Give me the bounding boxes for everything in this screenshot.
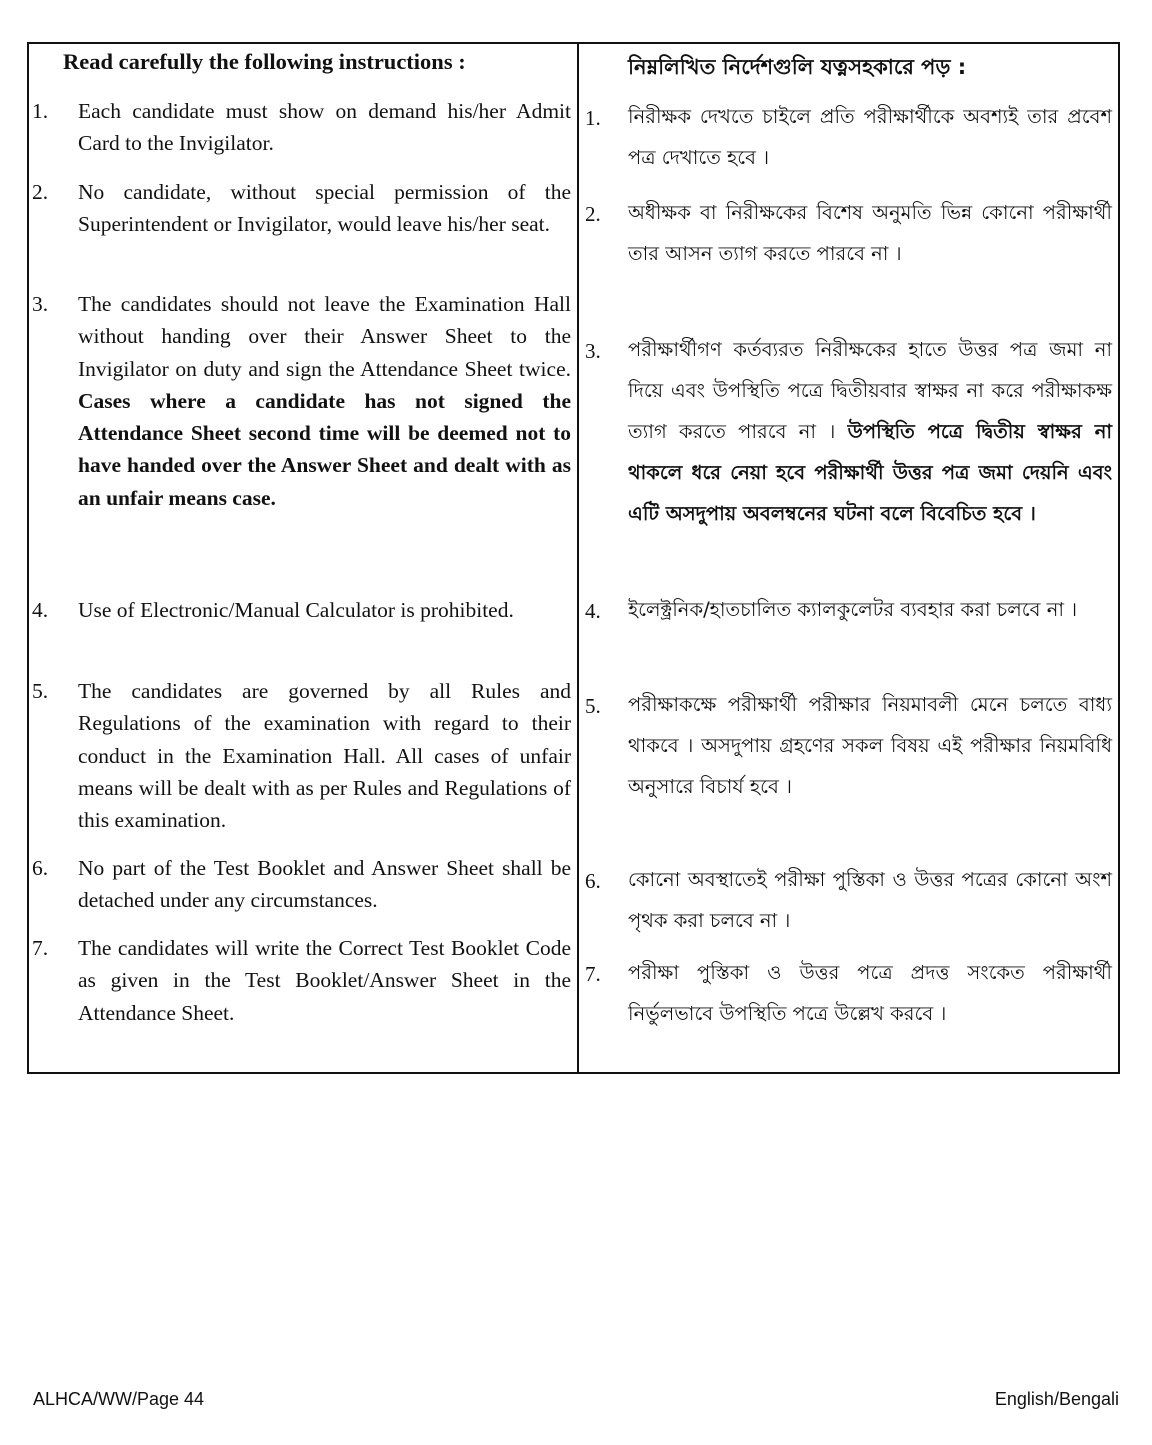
english-item-3	[29, 288, 571, 514]
english-item-2	[29, 176, 571, 241]
item-number: 1.	[585, 106, 601, 130]
item-text: পরীক্ষাকক্ষে পরীক্ষার্থী পরীক্ষার নিয়মাবলী মেনে চলতে বাধ্য থাকবে । অসদুপায় গ্রহণের সকল বিষয় এই পরীক্ষার নিয়মবিধি অনুসারে বিচার্য হবে ।	[628, 693, 1112, 798]
item-text: কোনো অবস্থাতেই পরীক্ষা পুস্তিকা ও উত্তর পত্রের কোনো অংশ পৃথক করা চলবে না ।	[628, 868, 1112, 932]
item-text-bold: উপস্থিতি পত্রে দ্বিতীয় স্বাক্ষর না থাকলে ধরে নেয়া হবে পরীক্ষার্থী উত্তর পত্র জমা দেয়নি এবং এটি অসদুপায় অবলম্বনের ঘটনা বলে বিবেচিত হবে ।	[628, 420, 1112, 525]
bengali-item-5	[580, 684, 1112, 807]
bengali-heading: নিম্নলিখিত নির্দেশগুলি যত্নসহকারে পড় :	[628, 55, 967, 79]
item-number: 1.	[32, 99, 49, 123]
english-item-1	[29, 95, 571, 160]
item-number: 7.	[585, 962, 601, 986]
item-text: No part of the Test Booklet and Answer Sheet shall be detached under any circumstances.	[78, 856, 571, 913]
english-item-4	[29, 594, 571, 626]
page-footer-left: ALHCA/WW/Page 44	[33, 1389, 205, 1409]
item-text	[628, 329, 1112, 534]
item-text: পরীক্ষা পুস্তিকা ও উত্তর পত্রে প্রদত্ত সংকেত পরীক্ষার্থী নির্ভুলভাবে উপস্থিতি পত্রে উল্লেখ করবে ।	[628, 961, 1112, 1025]
bengali-item-4	[580, 589, 1112, 630]
item-text-normal: পরীক্ষার্থীগণ কর্তব্যরত নিরীক্ষকের হাতে উত্তর পত্র জমা না দিয়ে এবং উপস্থিতি পত্রে দ্বিতীয়বার স্বাক্ষর না করে পরীক্ষাকক্ষ ত্যাগ করতে পারবে না ।	[628, 338, 1112, 443]
item-number: 3.	[32, 292, 49, 316]
item-text-normal: The candidates should not leave the Examination Hall without handing over their Answer Sheet to the Invigilator on duty and sign the Attendance Sheet twice.	[78, 292, 571, 381]
item-number: 4.	[585, 599, 601, 623]
english-item-7	[29, 932, 571, 1029]
bengali-item-3	[580, 329, 1112, 534]
item-number: 7.	[32, 936, 49, 960]
english-item-6	[29, 852, 571, 917]
column-divider	[577, 44, 579, 1072]
bengali-item-1	[580, 96, 1112, 178]
item-number: 2.	[585, 202, 601, 226]
item-number: 5.	[585, 694, 601, 718]
bengali-item-6	[580, 859, 1112, 941]
item-text: The candidates will write the Correct Test Booklet Code as given in the Test Booklet/Answer Sheet in the Attendance Sheet.	[78, 936, 571, 1025]
item-text: Each candidate must show on demand his/her Admit Card to the Invigilator.	[78, 99, 571, 156]
item-text: The candidates are governed by all Rules and Regulations of the examination with regard to their conduct in the Examination Hall. All cases of unfair means will be dealt with as per Rules and Regulations of this examination.	[78, 679, 571, 833]
item-text-bold: Cases where a candidate has not signed the Attendance Sheet second time will be deemed not to have handed over the Answer Sheet and dealt with as an unfair means case.	[78, 388, 571, 510]
item-number: 4.	[32, 598, 49, 622]
item-number: 6.	[585, 869, 601, 893]
english-heading: Read carefully the following instructions :	[63, 49, 466, 74]
bengali-item-2	[580, 192, 1112, 274]
page-footer-right: English/Bengali	[994, 1389, 1119, 1409]
item-number: 2.	[32, 180, 49, 204]
item-text: ইলেক্ট্রনিক/হাতচালিত ক্যালকুলেটর ব্যবহার করা চলবে না ।	[628, 598, 1078, 621]
item-text: Use of Electronic/Manual Calculator is prohibited.	[78, 598, 514, 622]
item-number: 3.	[585, 339, 601, 363]
bengali-item-7	[580, 952, 1112, 1034]
item-text: অধীক্ষক বা নিরীক্ষকের বিশেষ অনুমতি ভিন্ন কোনো পরীক্ষার্থী তার আসন ত্যাগ করতে পারবে না ।	[628, 201, 1112, 265]
item-number: 6.	[32, 856, 49, 880]
item-number: 5.	[32, 679, 49, 703]
instructions-box	[27, 42, 1120, 1074]
english-item-5	[29, 675, 571, 836]
item-text: নিরীক্ষক দেখতে চাইলে প্রতি পরীক্ষার্থীকে অবশ্যই তার প্রবেশ পত্র দেখাতে হবে ।	[628, 105, 1112, 169]
item-text: No candidate, without special permission of the Superintendent or Invigilator, would leave his/her seat.	[78, 180, 571, 237]
item-text	[78, 288, 571, 514]
